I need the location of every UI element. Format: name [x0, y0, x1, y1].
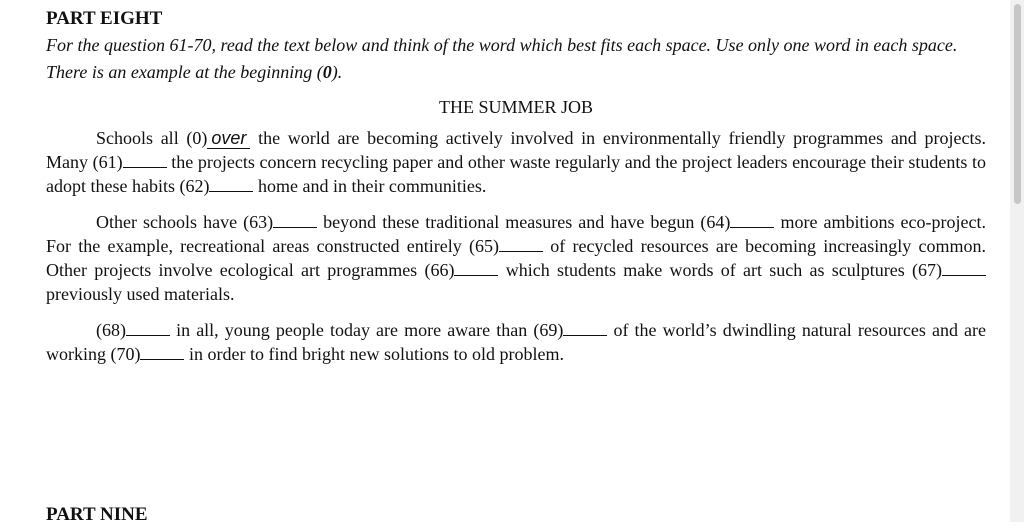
- p3-a: (68): [96, 320, 126, 340]
- instructions: [46, 32, 986, 86]
- blank-61: [123, 153, 167, 168]
- blank-67: [942, 261, 986, 276]
- scrollbar-thumb[interactable]: [1014, 4, 1021, 204]
- example-answer: over: [207, 128, 250, 149]
- instructions-tail: ).: [331, 62, 343, 82]
- p2-f: previously used materials.: [46, 284, 235, 304]
- p2-c: more ambitions eco-project. For the example, recreational areas constructed entirely (65): [46, 212, 986, 256]
- blank-64: [730, 213, 774, 228]
- p1-a: Schools all (0): [96, 128, 208, 148]
- blank-66: [454, 261, 498, 276]
- blank-65: [499, 237, 543, 252]
- instructions-text: For the question 61-70, read the text below and think of the word which best fits each space. Use only one word in each space. There is an example at the beginning (: [46, 35, 958, 82]
- document-page: [46, 6, 986, 378]
- part-title: PART EIGHT: [46, 8, 163, 29]
- paragraph-3: [46, 318, 986, 366]
- blank-62: [209, 177, 253, 192]
- p3-b: in all, young people today are more aware than (69): [170, 320, 564, 340]
- next-part-title: PART NINE: [46, 504, 148, 525]
- blank-69: [563, 321, 607, 336]
- p3-d: in order to find bright new solutions to old problem.: [184, 344, 564, 364]
- paragraph-2: [46, 210, 986, 306]
- blank-70: [140, 345, 184, 360]
- example-marker: 0: [322, 62, 332, 82]
- p1-b: the world are becoming actively involved in environmentally friendly programmes and projects. Many (61): [46, 128, 986, 172]
- blank-63: [273, 213, 317, 228]
- scrollbar[interactable]: [1010, 0, 1024, 522]
- p2-d: of recycled resources are becoming increasingly common. Other projects involve ecological art programmes (66): [46, 236, 986, 280]
- p1-d: home and in their communities.: [253, 176, 487, 196]
- p2-a: Other schools have (63): [96, 212, 274, 232]
- p3-c: of the world’s dwindling natural resources and are working (70): [46, 320, 987, 364]
- p2-b: beyond these traditional measures and have begun (64): [317, 212, 731, 232]
- blank-68: [126, 321, 170, 336]
- p1-c: the projects concern recycling paper and other waste regularly and the project leaders encourage their students to adopt these habits (62): [46, 152, 987, 196]
- paragraph-1: [46, 126, 986, 198]
- p2-e: which students make words of art such as sculptures (67): [498, 260, 942, 280]
- text-title: THE SUMMER JOB: [438, 97, 594, 117]
